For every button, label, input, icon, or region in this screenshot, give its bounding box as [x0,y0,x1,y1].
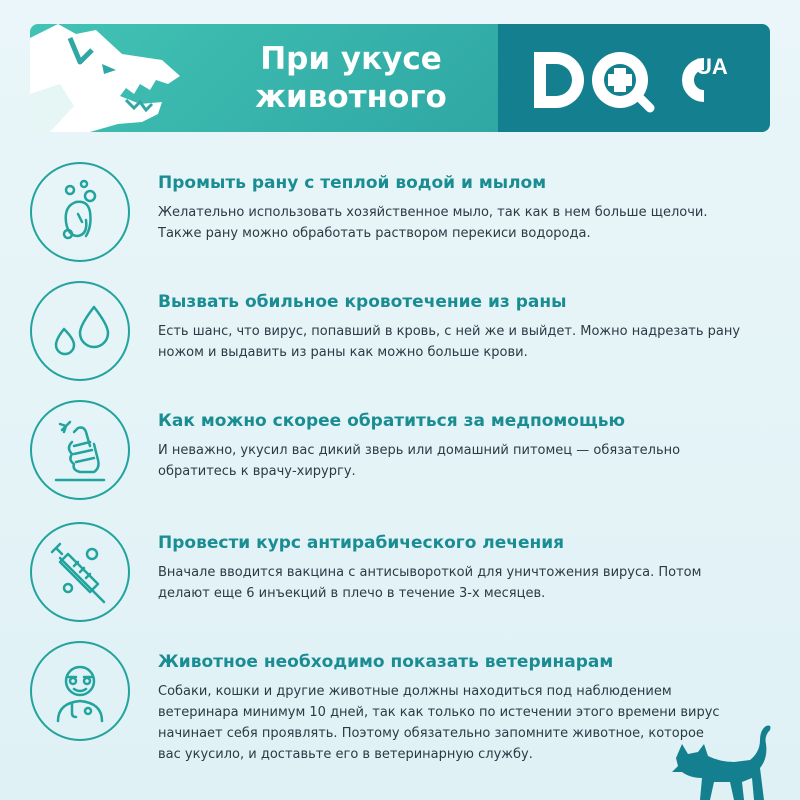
tip-line: делают еще 6 инъекций в плечо в течение 3-х месяцев. [158,586,546,601]
page-title [216,40,486,116]
blood-drops-icon [32,283,128,379]
tip-description [158,440,758,482]
syringe-icon [32,524,128,620]
cat-silhouette-icon [668,722,778,800]
logo-suffix: UA [696,54,728,79]
page-title-line-1: При укусе [260,41,442,77]
logo-panel [498,24,770,132]
soap-wash-icon [32,164,128,260]
veterinarian-icon [32,643,128,739]
tip-description [158,321,758,363]
tip-description [158,202,758,244]
tip-item-3 [30,400,770,510]
tip-title: Животное необходимо показать ветеринарам [158,652,614,672]
tip-item-2 [30,281,770,391]
page-title-line-2: животного [255,79,447,115]
angry-dog-icon [30,24,210,132]
tip-line: начинает себя проявлять. Поэтому обязательно запомните животное, которое [158,726,704,741]
tip-title: Провести курс антирабического лечения [158,533,565,553]
tip-title: Промыть рану с теплой водой и мылом [158,173,547,193]
tip-title: Вызвать обильное кровотечение из раны [158,292,567,312]
tip-line: Собаки, кошки и другие животные должны находиться под наблюдением [158,684,672,699]
tip-line: Есть шанс, что вирус, попавший в кровь, с ней же и выйдет. Можно надрезать рану [158,324,741,339]
icon-circle [30,400,130,500]
tip-title: Как можно скорее обратиться за медпомощью [158,411,626,431]
tip-description [158,562,758,604]
tip-item-5 [30,641,770,771]
tip-line: Вначале вводится вакцина с антисывороткой для уничтожения вируса. Потом [158,565,702,580]
icon-circle [30,281,130,381]
header-banner [30,24,770,132]
tip-item-1 [30,162,770,272]
icon-circle [30,522,130,622]
bandaged-hand-icon [32,402,128,498]
tip-line: Желательно использовать хозяйственное мыло, так как в нем больше щелочи. [158,205,708,220]
tip-line: И неважно, укусил вас дикий зверь или домашний питомец — обязательно [158,443,681,458]
tip-line: ветеринара минимум 10 дней, так как только по истечении этого времени вирус [158,705,720,720]
tip-line: вас укусило, и доставьте его в ветеринарную службу. [158,747,533,762]
header-title-panel [30,24,498,132]
icon-circle [30,641,130,741]
doc-ua-logo [528,46,748,116]
icon-circle [30,162,130,262]
tip-line: ножом и выдавить из раны как можно больше крови. [158,345,528,360]
tip-line: Также рану можно обработать раствором перекиси водорода. [158,226,591,241]
tip-item-4 [30,522,770,632]
tip-line: обратитесь к врачу-хирургу. [158,464,356,479]
